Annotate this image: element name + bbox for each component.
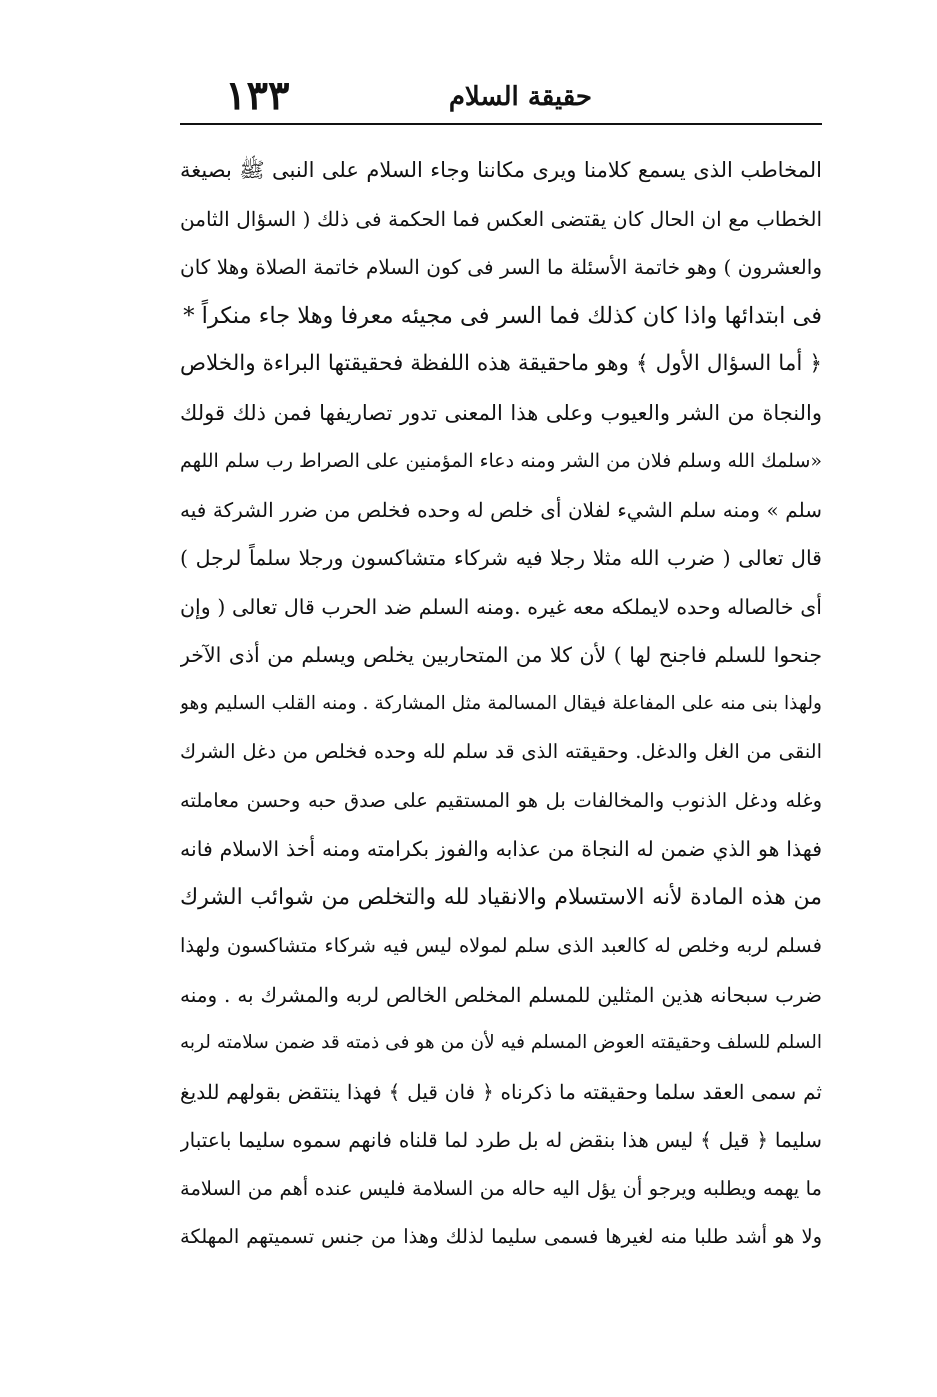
text-line: المخاطب الذى يسمع كلامنا ويرى مكاننا وجاء السلام على النبى ﷺ بصيغة [180, 158, 822, 182]
page-header [180, 70, 822, 120]
page-number: ١٣٣ [225, 72, 290, 119]
text-line: ولهذا بنى منه على المفاعلة فيقال المسالمة مثل المشاركة . ومنه القلب السليم وهو [180, 692, 822, 714]
text-line: من هذه المادة لأنه الاستسلام والانقياد لله والتخلص من شوائب الشرك [180, 884, 822, 910]
text-line: قال تعالى ( ضرب الله مثلا رجلا فيه شركاء متشاكسون ورجلا سلماً لرجل ) [180, 546, 822, 570]
text-line: ضرب سبحانه هذين المثلين للمسلم المخلص الخالص لربه والمشرك به . ومنه [180, 982, 822, 1007]
text-line: الخطاب مع ان الحال كان يقتضى العكس فما الحكمة فى ذلك ( السؤال الثامن [180, 206, 822, 231]
text-line: وغله ودغل الذنوب والمخالفات بل هو المستقيم على صدق حبه وحسن معاملته [180, 788, 822, 812]
text-line: فى ابتدائها واذا كان كذلك فما السر فى مجيئه معرفا وهلا جاء منكراً * [183, 302, 822, 329]
text-line: والنجاة من الشر والعيوب وعلى هذا المعنى تدور تصاريفها فمن ذلك قولك [180, 400, 822, 425]
text-line: سلم » ومنه سلم الشيء لفلان أى خلص له وحده فخلص من ضرر الشركة فيه [180, 497, 822, 522]
text-line: «سلمك الله وسلم فلان من الشر ومنه دعاء المؤمنين على الصراط رب سلم اللهم [180, 450, 822, 472]
text-line: ما يهمه ويطلبه ويرجو أن يؤل اليه حاله من السلامة فليس عنده أهم من السلامة [180, 1176, 822, 1200]
header-rule [180, 123, 822, 125]
text-line: السلم للسلف وحقيقته العوض المسلم فيه لأن من هو فى ذمته قد ضمن سلامته لربه [180, 1032, 822, 1053]
text-line: والعشرون ) وهو خاتمة الأسئلة ما السر فى كون السلام خاتمة الصلاة وهلا كان [180, 255, 822, 279]
text-line: أى خالصاله وحده لايملكه معه غيره .ومنه السلم ضد الحرب قال تعالى ( وإن [180, 594, 822, 619]
text-line: سليما ﴿ قيل ﴾ ليس هذا بنقض له بل طرد لما قلناه فانهم سموه سليما باعتبار [180, 1128, 822, 1152]
text-line: فسلم لربه وخلص له كالعبد الذى سلم لمولاه ليس فيه شركاء متشاكسون ولهذا [180, 934, 822, 957]
text-line: ولا هو أشد طلبا منه لغيرها فسمى سليما لذلك وهذا من جنس تسميتهم المهلكة [180, 1225, 822, 1248]
running-title: حقيقة السلام [448, 82, 592, 112]
text-line: النقى من الغل والدغل. وحقيقته الذى قد سلم لله وحده فخلص من دغل الشرك [180, 740, 822, 763]
body-text [180, 146, 822, 1262]
text-line: جنحوا للسلم فاجنح لها ) لأن كلا من المتحاربين يخلص ويسلم من أذى الآخر [180, 643, 822, 667]
text-line: ﴿ أما السؤال الأول ﴾ وهو ماحقيقة هذه اللفظة فحقيقتها البراءة والخلاص [180, 351, 822, 376]
text-line: فهذا هو الذي ضمن له النجاة من عذابه والفوز بكرامته ومنه أخذ الاسلام فانه [180, 837, 822, 861]
text-line: ثم سمى العقد سلما وحقيقته ما ذكرناه ﴿ فان قيل ﴾ فهذا ينتقض بقولهم للديغ [180, 1079, 822, 1104]
